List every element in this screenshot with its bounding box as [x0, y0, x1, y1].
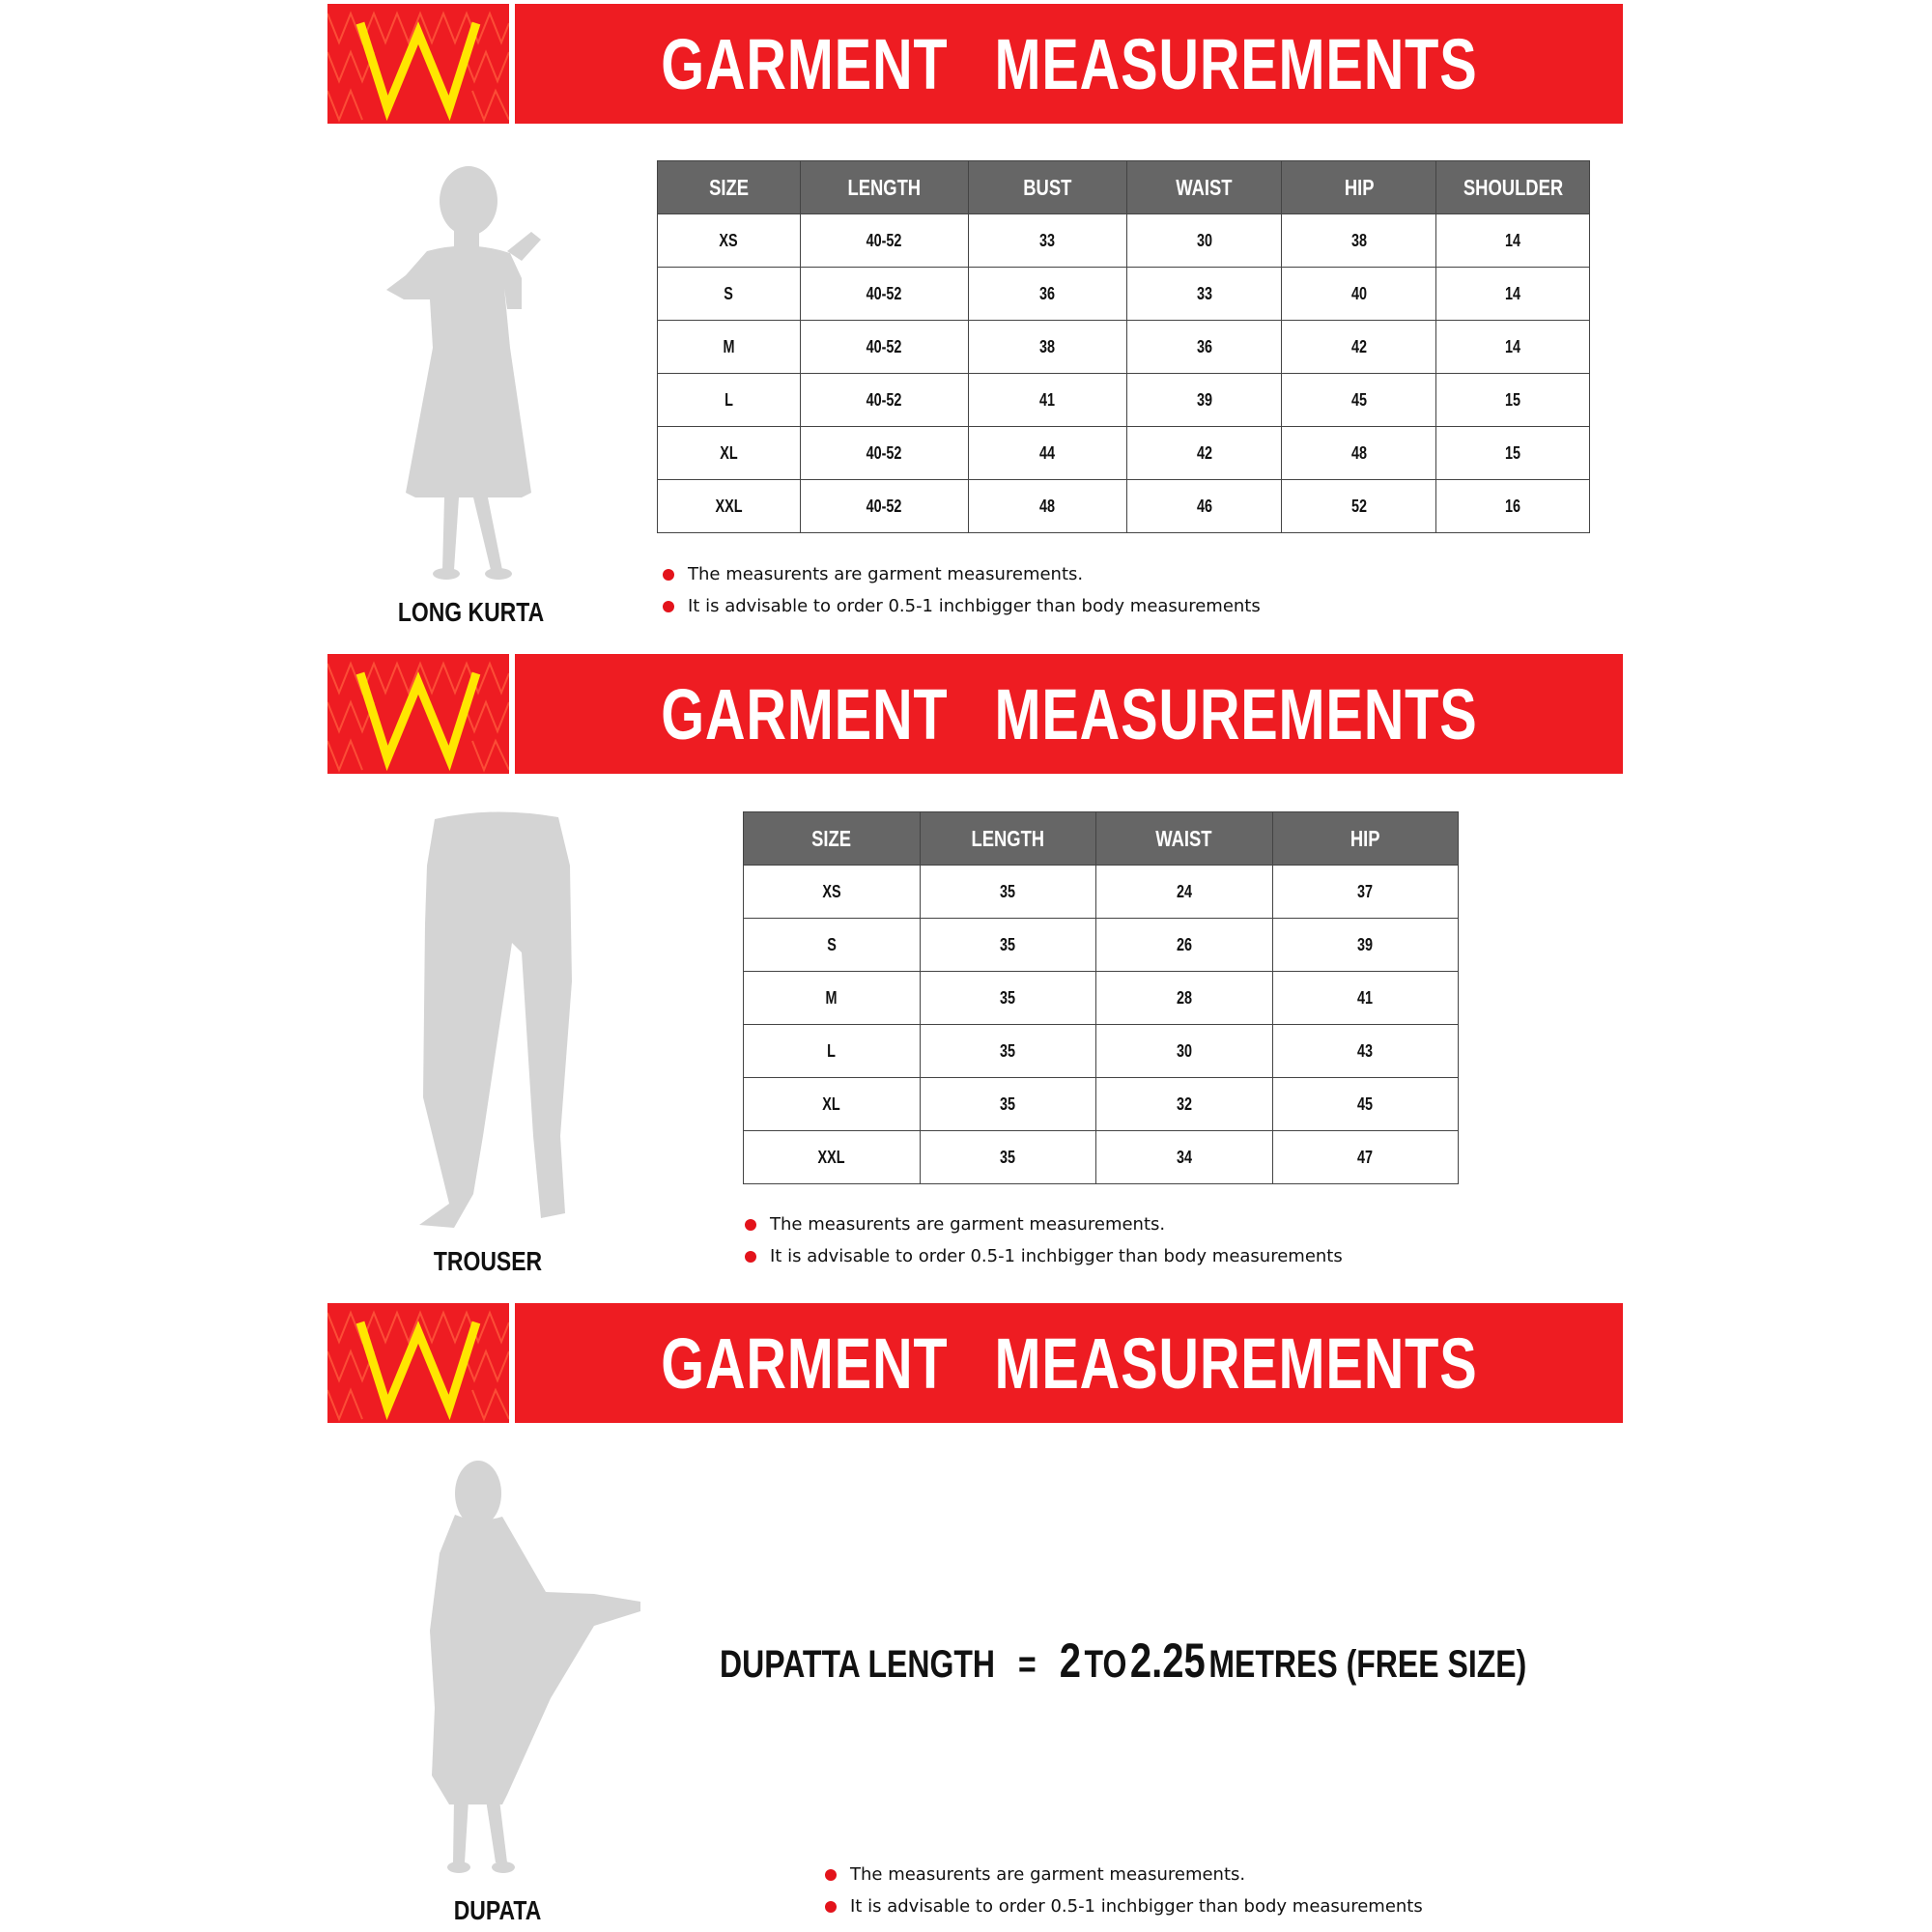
table-cell: 40: [1282, 268, 1436, 321]
table-cell: 34: [1095, 1131, 1272, 1184]
banner-title: GARMENT MEASUREMENTS: [660, 1322, 1478, 1404]
note-text: The measurents are garment measurements.: [688, 564, 1084, 584]
bullet-icon: [825, 1869, 837, 1881]
table-cell: 40-52: [800, 214, 968, 268]
size-table-trouser: [743, 811, 1459, 1184]
col-header: LENGTH: [920, 812, 1095, 866]
bullet-icon: [663, 569, 674, 581]
table-cell: 48: [968, 480, 1127, 533]
size-table-kurta: [657, 160, 1590, 533]
table-row: [658, 374, 1590, 427]
table-cell: L: [744, 1025, 921, 1078]
table-cell: 14: [1436, 214, 1590, 268]
table-cell: 44: [968, 427, 1127, 480]
table-cell: 30: [1127, 214, 1282, 268]
table-header-row: [658, 161, 1590, 214]
table-row: [658, 427, 1590, 480]
woman-dupatta-silhouette: [411, 1457, 647, 1882]
note-text: The measurents are garment measurements.: [770, 1214, 1166, 1235]
table-row: [744, 972, 1459, 1025]
col-header: BUST: [968, 161, 1127, 214]
bullet-icon: [745, 1219, 756, 1231]
table-row: [658, 268, 1590, 321]
bullet-icon: [663, 601, 674, 612]
table-header-row: [744, 812, 1459, 866]
table-cell: 35: [920, 1078, 1095, 1131]
col-header: WAIST: [1095, 812, 1272, 866]
table-cell: 35: [920, 1025, 1095, 1078]
col-header: HIP: [1282, 161, 1436, 214]
table-cell: XL: [658, 427, 801, 480]
table-cell: 40-52: [800, 268, 968, 321]
note-text: It is advisable to order 0.5-1 inchbigger than body measurements: [850, 1896, 1423, 1917]
table-row: [744, 919, 1459, 972]
note-item: [825, 1890, 1423, 1922]
col-header: SHOULDER: [1436, 161, 1590, 214]
table-cell: 28: [1095, 972, 1272, 1025]
note-text: It is advisable to order 0.5-1 inchbigger than body measurements: [688, 596, 1261, 616]
table-cell: 40-52: [800, 427, 968, 480]
table-cell: 24: [1095, 866, 1272, 919]
col-header: SIZE: [744, 812, 921, 866]
notes-trouser: [745, 1208, 1343, 1272]
banner-2: [327, 654, 1623, 774]
table-cell: 40-52: [800, 480, 968, 533]
table-cell: S: [744, 919, 921, 972]
notes-dupatta: [825, 1859, 1423, 1922]
table-row: [744, 1078, 1459, 1131]
banner-bar: [515, 654, 1623, 774]
note-text: The measurents are garment measurements.: [850, 1864, 1246, 1885]
table-cell: 48: [1282, 427, 1436, 480]
w-logo-icon: [327, 654, 509, 774]
table-cell: XS: [658, 214, 801, 268]
table-cell: 35: [920, 1131, 1095, 1184]
table-cell: 33: [968, 214, 1127, 268]
table-cell: 38: [1282, 214, 1436, 268]
table-row: [744, 1025, 1459, 1078]
table-cell: M: [658, 321, 801, 374]
banner-1: [327, 4, 1623, 124]
note-item: [745, 1240, 1343, 1272]
table-cell: 52: [1282, 480, 1436, 533]
table-cell: 36: [968, 268, 1127, 321]
table-cell: XS: [744, 866, 921, 919]
table-cell: 30: [1095, 1025, 1272, 1078]
table-row: [658, 321, 1590, 374]
col-header: WAIST: [1127, 161, 1282, 214]
table-cell: M: [744, 972, 921, 1025]
table-cell: 42: [1282, 321, 1436, 374]
col-header: LENGTH: [800, 161, 968, 214]
table-cell: 42: [1127, 427, 1282, 480]
note-item: [663, 590, 1261, 622]
dupatta-length-text: DUPATTA LENGTH = 2 TO 2.25 METRES (FREE SIZE): [720, 1634, 1527, 1688]
woman-kurta-silhouette: [377, 164, 560, 589]
table-cell: S: [658, 268, 801, 321]
table-cell: 46: [1127, 480, 1282, 533]
table-cell: 38: [968, 321, 1127, 374]
table-cell: 26: [1095, 919, 1272, 972]
table-cell: 35: [920, 972, 1095, 1025]
banner-title: GARMENT MEASUREMENTS: [660, 673, 1478, 754]
banner-bar: [515, 1303, 1623, 1423]
table-cell: 14: [1436, 321, 1590, 374]
w-logo-icon: [327, 4, 509, 124]
table-cell: XXL: [744, 1131, 921, 1184]
table-cell: 43: [1272, 1025, 1458, 1078]
table-cell: 41: [968, 374, 1127, 427]
table-row: [744, 1131, 1459, 1184]
table-cell: 40-52: [800, 321, 968, 374]
table-cell: 41: [1272, 972, 1458, 1025]
notes-kurta: [663, 558, 1261, 622]
garment-label-trouser: TROUSER: [433, 1246, 543, 1276]
banner-3: [327, 1303, 1623, 1423]
table-row: [658, 480, 1590, 533]
note-text: It is advisable to order 0.5-1 inchbigger than body measurements: [770, 1246, 1343, 1266]
table-row: [744, 866, 1459, 919]
banner-bar: [515, 4, 1623, 124]
table-cell: 36: [1127, 321, 1282, 374]
table-cell: XXL: [658, 480, 801, 533]
table-cell: 32: [1095, 1078, 1272, 1131]
garment-label-kurta: LONG KURTA: [397, 597, 545, 627]
table-cell: 37: [1272, 866, 1458, 919]
table-cell: XL: [744, 1078, 921, 1131]
table-cell: 14: [1436, 268, 1590, 321]
table-cell: 33: [1127, 268, 1282, 321]
table-cell: 45: [1272, 1078, 1458, 1131]
table-cell: 45: [1282, 374, 1436, 427]
w-logo-icon: [327, 1303, 509, 1423]
table-cell: 35: [920, 866, 1095, 919]
table-cell: L: [658, 374, 801, 427]
table-cell: 15: [1436, 374, 1590, 427]
table-cell: 16: [1436, 480, 1590, 533]
trouser-silhouette: [406, 808, 580, 1233]
note-item: [745, 1208, 1343, 1240]
note-item: [825, 1859, 1423, 1890]
bullet-icon: [825, 1901, 837, 1913]
col-header: SIZE: [658, 161, 801, 214]
table-cell: 35: [920, 919, 1095, 972]
bullet-icon: [745, 1251, 756, 1263]
table-cell: 39: [1272, 919, 1458, 972]
table-cell: 39: [1127, 374, 1282, 427]
banner-title: GARMENT MEASUREMENTS: [660, 23, 1478, 104]
table-cell: 40-52: [800, 374, 968, 427]
table-cell: 15: [1436, 427, 1590, 480]
col-header: HIP: [1272, 812, 1458, 866]
garment-label-dupatta: DUPATA: [453, 1895, 542, 1925]
note-item: [663, 558, 1261, 590]
table-cell: 47: [1272, 1131, 1458, 1184]
table-row: [658, 214, 1590, 268]
